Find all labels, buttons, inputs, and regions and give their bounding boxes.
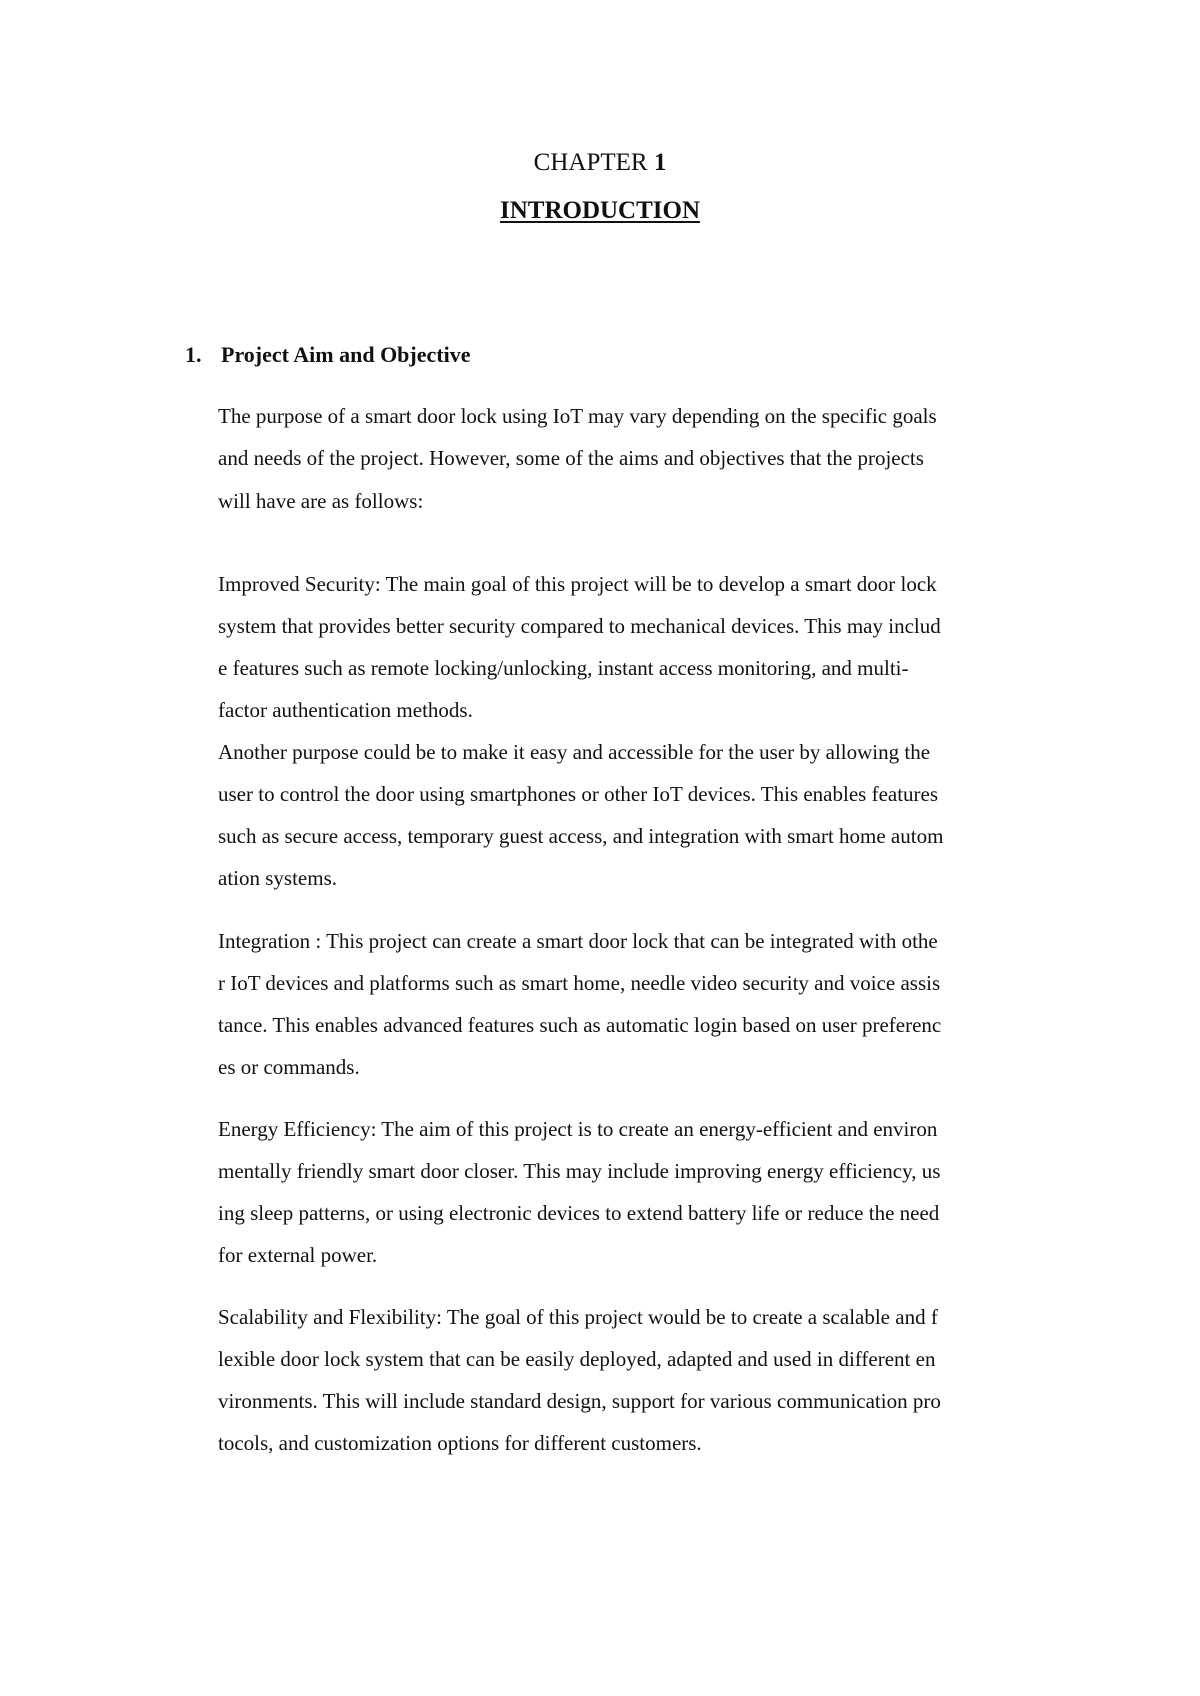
chapter-title-text: INTRODUCTION	[499, 197, 701, 224]
chapter-heading	[0, 148, 1200, 178]
body-line: user to control the door using smartphones or other IoT devices. This enables features	[218, 782, 939, 806]
body-line: lexible door lock system that can be easily deployed, adapted and used in different en	[218, 1347, 936, 1371]
section-number: 1.	[185, 342, 202, 367]
body-line: Improved Security: The main goal of this project will be to develop a smart door lock	[218, 572, 937, 596]
body-line: for external power.	[218, 1243, 378, 1267]
section-heading	[185, 341, 470, 369]
body-line: Energy Efficiency: The aim of this project is to create an energy-efficient and environ	[218, 1117, 938, 1141]
body-line: Scalability and Flexibility: The goal of this project would be to create a scalable and f	[218, 1305, 938, 1329]
body-line: e features such as remote locking/unlocking, instant access monitoring, and multi-	[218, 656, 909, 680]
body-line: and needs of the project. However, some of the aims and objectives that the projects	[218, 446, 924, 470]
body-line: ation systems.	[218, 866, 337, 890]
body-line: such as secure access, temporary guest access, and integration with smart home autom	[218, 824, 944, 848]
body-line: system that provides better security compared to mechanical devices. This may includ	[218, 614, 941, 638]
chapter-number: 1	[653, 149, 667, 176]
body-line: mentally friendly smart door closer. This may include improving energy efficiency, us	[218, 1159, 941, 1183]
body-line: vironments. This will include standard design, support for various communication pro	[218, 1389, 941, 1413]
body-line: ing sleep patterns, or using electronic devices to extend battery life or reduce the need	[218, 1201, 940, 1225]
body-line: tocols, and customization options for different customers.	[218, 1431, 702, 1455]
chapter-title	[0, 196, 1200, 226]
body-line: Another purpose could be to make it easy and accessible for the user by allowing the	[218, 740, 931, 764]
chapter-label: CHAPTER	[533, 149, 648, 176]
body-line: r IoT devices and platforms such as smart home, needle video security and voice assis	[218, 971, 941, 995]
body-line: The purpose of a smart door lock using IoT may vary depending on the specific goals	[218, 404, 937, 428]
body-line: factor authentication methods.	[218, 698, 473, 722]
body-line: Integration : This project can create a smart door lock that can be integrated with othe	[218, 929, 938, 953]
body-line: will have are as follows:	[218, 489, 424, 513]
body-line: es or commands.	[218, 1055, 360, 1079]
body-line: tance. This enables advanced features such as automatic login based on user preferenc	[218, 1013, 942, 1037]
section-title: Project Aim and Objective	[221, 342, 471, 367]
